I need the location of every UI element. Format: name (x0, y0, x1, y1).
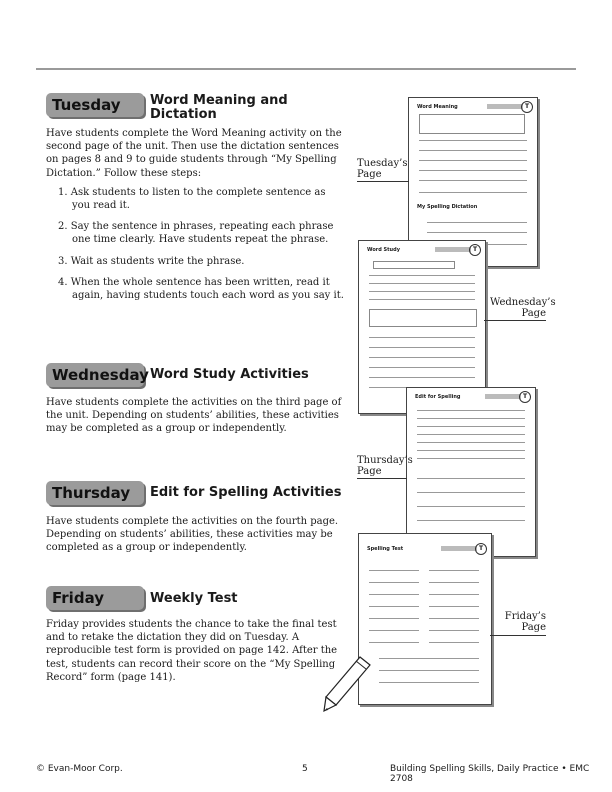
thursday-caption: Thursday’s Page (357, 455, 413, 477)
step-3: 3. Wait as students write the phrase. (58, 255, 245, 267)
step-4: 4. When the whole sentence has been written, read it again, having students touch each word as you say it. (58, 276, 344, 302)
thursday-title: Edit for Spelling Activities (150, 485, 342, 500)
friday-tag: Friday (46, 586, 144, 610)
friday-pointer (490, 635, 546, 636)
thursday-pointer (357, 478, 407, 479)
thursday-tag: Thursday (46, 481, 144, 505)
pencil-icon (322, 655, 372, 713)
top-rule (36, 68, 576, 70)
step-2: 2. Say the sentence in phrases, repeating each phrase one time clearly. Have students repeat the phrase. (58, 221, 334, 246)
wednesday-caption: Wednesday’s Page (490, 297, 556, 319)
friday-title: Weekly Test (150, 591, 238, 606)
tuesday-intro: Have students complete the Word Meaning activity on the second page of the unit. Then use the dictation sentences on pages 8 and 9 to guide students through “My Spelling Dictation.” Follow these steps: (46, 128, 342, 179)
thursday-page-thumbnail: Edit for Spelling T (406, 387, 536, 557)
wednesday-page-thumbnail: Word Study T (358, 240, 486, 414)
step-1: 1. Ask students to listen to the complete sentence as you read it. (58, 186, 326, 212)
wednesday-tag: Wednesday (46, 363, 144, 387)
tuesday-tag: Tuesday (46, 93, 144, 117)
footer-page-number: 5 (302, 764, 308, 774)
friday-caption: Friday’s Page (504, 611, 546, 633)
tuesday-caption: Tuesday’s Page (357, 158, 408, 180)
tuesday-page-thumbnail: Word Meaning T My Spelling Dictation (408, 97, 538, 267)
tuesday-pointer (357, 181, 409, 182)
tuesday-steps (46, 186, 346, 302)
wednesday-body: Have students complete the activities on the third page of the unit. Depending on students’ abilities, these activities may be completed as a group or independently. (46, 397, 342, 435)
friday-body: Friday provides students the chance to take the final test and to retake the dictation they did on Tuesday. A reproducible test form is provided on page 142. After the test, students can record their score on the “My Spelling Record” form (page 141). (46, 619, 338, 683)
footer-title: Building Spelling Skills, Daily Practice • EMC 2708 (390, 764, 590, 784)
wednesday-title: Word Study Activities (150, 367, 309, 382)
thursday-body: Have students complete the activities on the fourth page. Depending on students’ abilities, these activities may be completed as a group or independently. (46, 516, 339, 554)
tuesday-body (46, 127, 346, 310)
wednesday-pointer (484, 320, 546, 321)
footer-copyright: © Evan-Moor Corp. (36, 764, 123, 774)
friday-page-thumbnail: Spelling Test T (358, 533, 492, 705)
tuesday-title: Word Meaning and Dictation (150, 93, 288, 122)
